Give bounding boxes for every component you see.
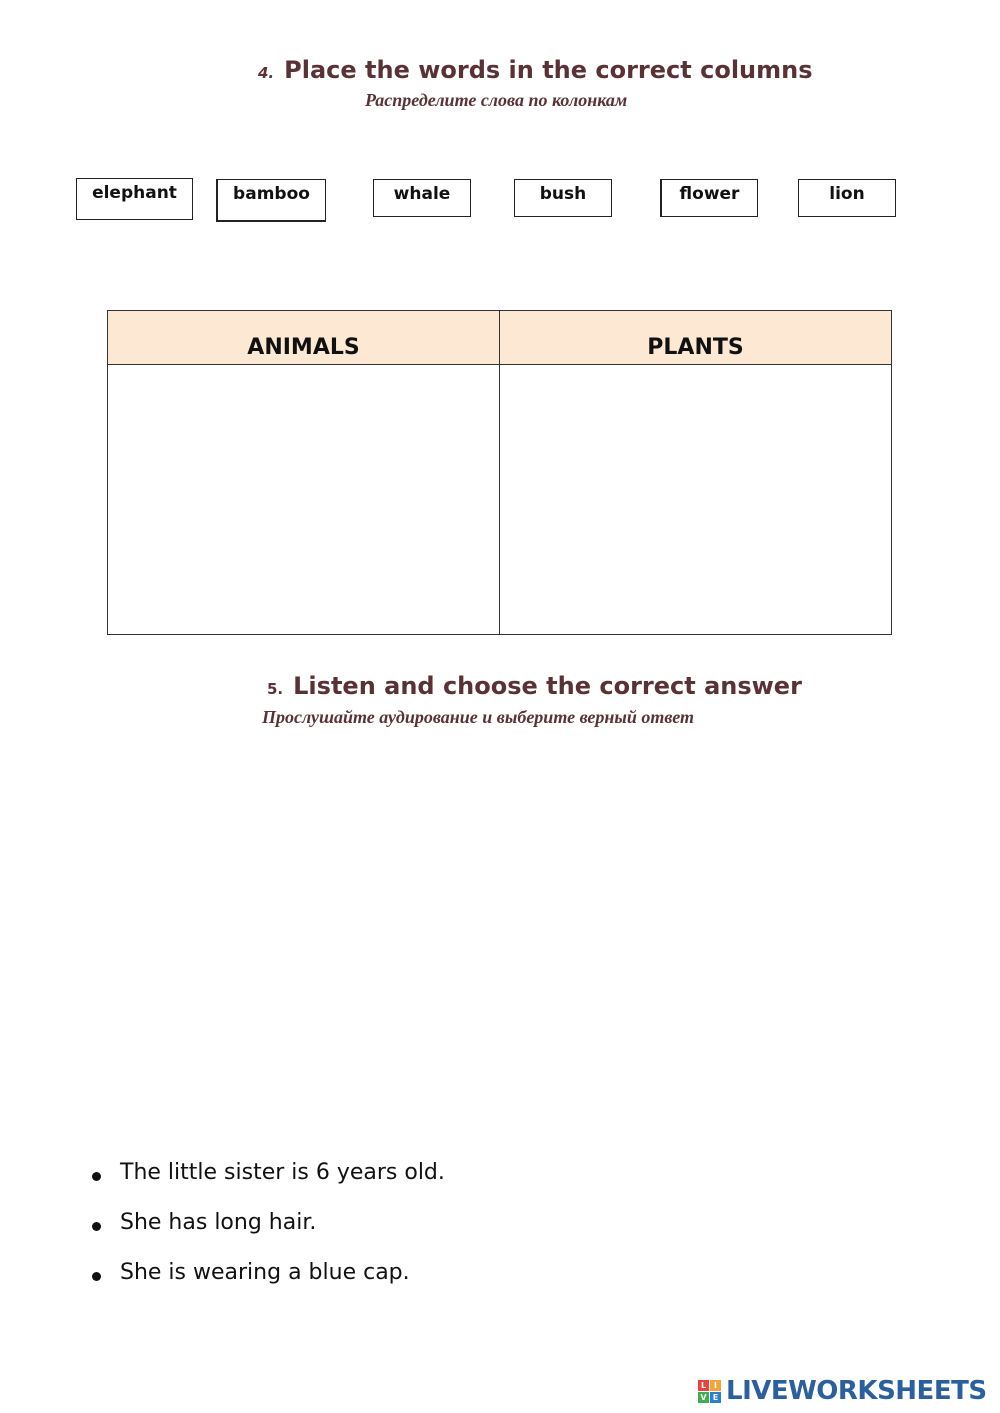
word-card-lion[interactable]: lion: [798, 179, 896, 217]
word-card-elephant[interactable]: elephant: [76, 178, 193, 220]
logo-letter-v: V: [698, 1392, 709, 1403]
statement-text: The little sister is 6 years old.: [120, 1160, 445, 1185]
animals-drop-zone[interactable]: [108, 365, 499, 634]
bullet-icon: [92, 1172, 101, 1181]
plants-drop-zone[interactable]: [500, 365, 891, 634]
logo-letter-i: I: [710, 1380, 721, 1391]
logo-letter-e: E: [710, 1392, 721, 1403]
logo-text: LIVEWORKSHEETS: [726, 1376, 987, 1406]
header-animals: ANIMALS: [247, 335, 360, 360]
sorting-table: [107, 310, 892, 635]
bullet-icon: [92, 1222, 101, 1231]
section-5-number: 5.: [267, 680, 284, 698]
statement-list: [90, 1160, 445, 1310]
statement-item[interactable]: [90, 1160, 445, 1210]
liveworksheets-logo-icon: [698, 1380, 722, 1404]
logo-letter-l: L: [698, 1380, 709, 1391]
word-card-whale[interactable]: whale: [373, 179, 471, 217]
section-4-heading: [258, 56, 813, 84]
section-5-subtitle: Прослушайте аудирование и выберите верный ответ: [262, 707, 694, 727]
section-5-heading: [267, 672, 802, 700]
statement-text: She has long hair.: [120, 1210, 317, 1235]
statement-item[interactable]: [90, 1260, 445, 1310]
word-card-flower[interactable]: flower: [660, 179, 758, 217]
word-card-bush[interactable]: bush: [514, 179, 612, 217]
section-4-number: 4.: [258, 64, 275, 82]
section-5-title: Listen and choose the correct answer: [293, 672, 802, 700]
word-card-bamboo[interactable]: bamboo: [216, 179, 326, 222]
section-4-title: Place the words in the correct columns: [284, 56, 813, 84]
header-plants: PLANTS: [647, 335, 744, 360]
statement-text: She is wearing a blue cap.: [120, 1260, 410, 1285]
section-4-subtitle: Распределите слова по колонкам: [365, 90, 628, 110]
bullet-icon: [92, 1272, 101, 1281]
statement-item[interactable]: [90, 1210, 445, 1260]
